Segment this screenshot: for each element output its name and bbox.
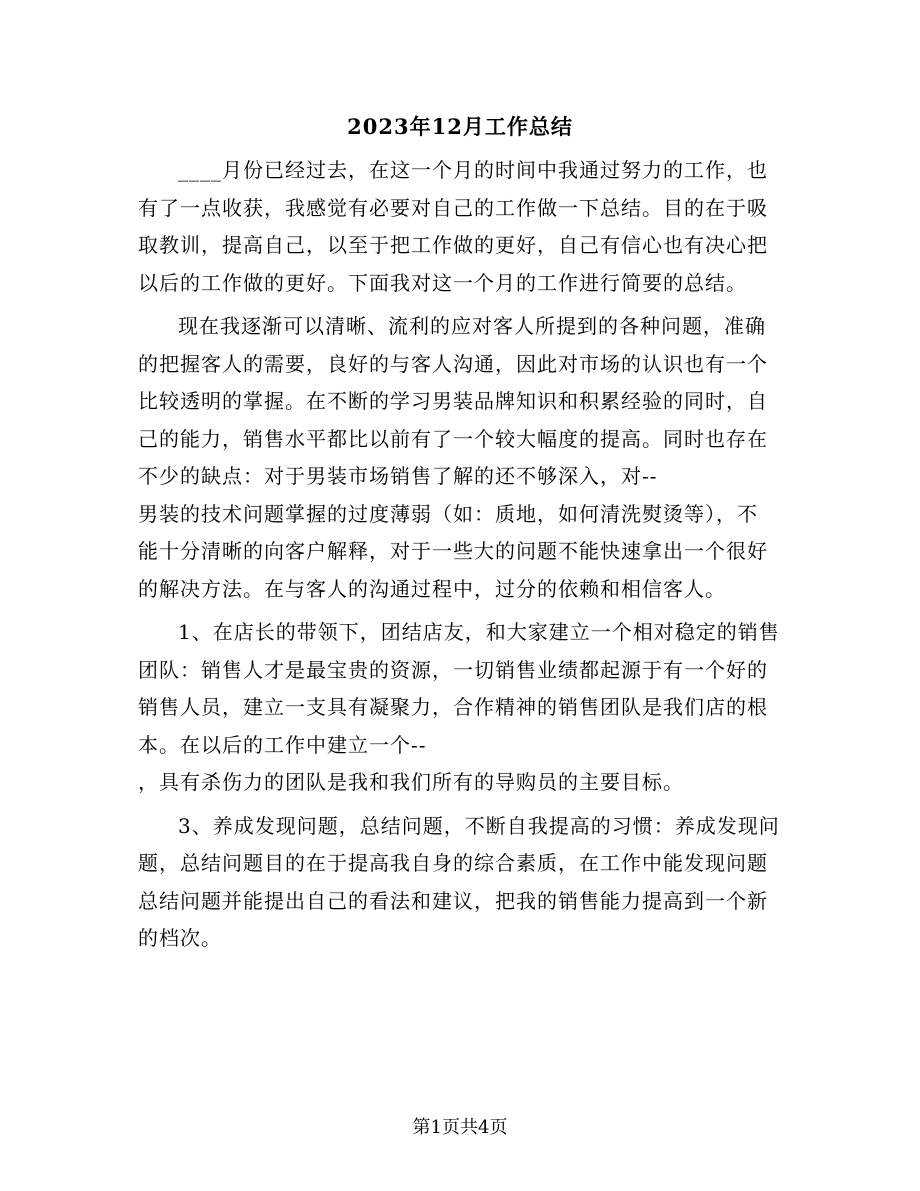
text-line: 能十分清晰的向客户解释，对于一些大的问题不能快速拿出一个很好 — [138, 539, 768, 563]
text-line: 的解决方法。在与客人的沟通过程中，过分的依赖和相信客人。 — [138, 576, 726, 601]
page-number: 第1页共4页 — [412, 1117, 508, 1138]
text-line: 的档次。 — [138, 926, 222, 950]
text-line: 销售人员，建立一支具有凝聚力，合作精神的销售团队是我们店的根 — [138, 695, 768, 719]
text-line: 男装的技术问题掌握的过度薄弱（如：质地，如何清洗熨烫等），不 — [138, 501, 758, 526]
paragraph-3 — [138, 614, 782, 802]
text-line: ____月份已经过去，在这一个月的时间中我通过努力的工作，也 — [178, 158, 768, 182]
text-line: 以后的工作做的更好。下面我对这一个月的工作进行简要的总结。 — [138, 270, 747, 295]
document-body — [138, 152, 782, 964]
text-line: 不少的缺点：对于男装市场销售了解的还不够深入，对-- — [138, 464, 658, 488]
text-line: 1、在店长的带领下，团结店友，和大家建立一个相对稳定的销售 — [178, 620, 780, 644]
text-line: 取教训，提高自己，以至于把工作做的更好，自己有信心也有决心把 — [138, 233, 768, 257]
paragraph-2 — [138, 308, 782, 608]
text-line: 比较透明的掌握。在不断的学习男装品牌知识和积累经验的同时，自 — [138, 389, 768, 413]
text-line: 3、养成发现问题，总结问题，不断自我提高的习惯：养成发现问 — [178, 813, 780, 838]
text-line: 现在我逐渐可以清晰、流利的应对客人所提到的各种问题，准确 — [178, 314, 766, 338]
text-line: 团队：销售人才是最宝贵的资源，一切销售业绩都起源于有一个好的 — [138, 657, 768, 682]
paragraph-4 — [138, 808, 782, 958]
paragraph-1 — [138, 152, 782, 302]
text-line: 本。在以后的工作中建立一个-- — [138, 732, 427, 757]
page-title: 2023年12月工作总结 — [347, 114, 573, 139]
text-line: 题，总结问题目的在于提高我自身的综合素质，在工作中能发现问题 — [138, 851, 768, 875]
text-line: 的把握客人的需要，良好的与客人沟通，因此对市场的认识也有一个 — [138, 351, 768, 376]
text-line: 己的能力，销售水平都比以前有了一个较大幅度的提高。同时也存在 — [138, 426, 768, 451]
text-line: ，具有杀伤力的团队是我和我们所有的导购员的主要目标。 — [138, 770, 684, 794]
text-line: 总结问题并能提出自己的看法和建议，把我的销售能力提高到一个新 — [138, 888, 768, 913]
text-line: 有了一点收获，我感觉有必要对自己的工作做一下总结。目的在于吸 — [138, 195, 768, 220]
